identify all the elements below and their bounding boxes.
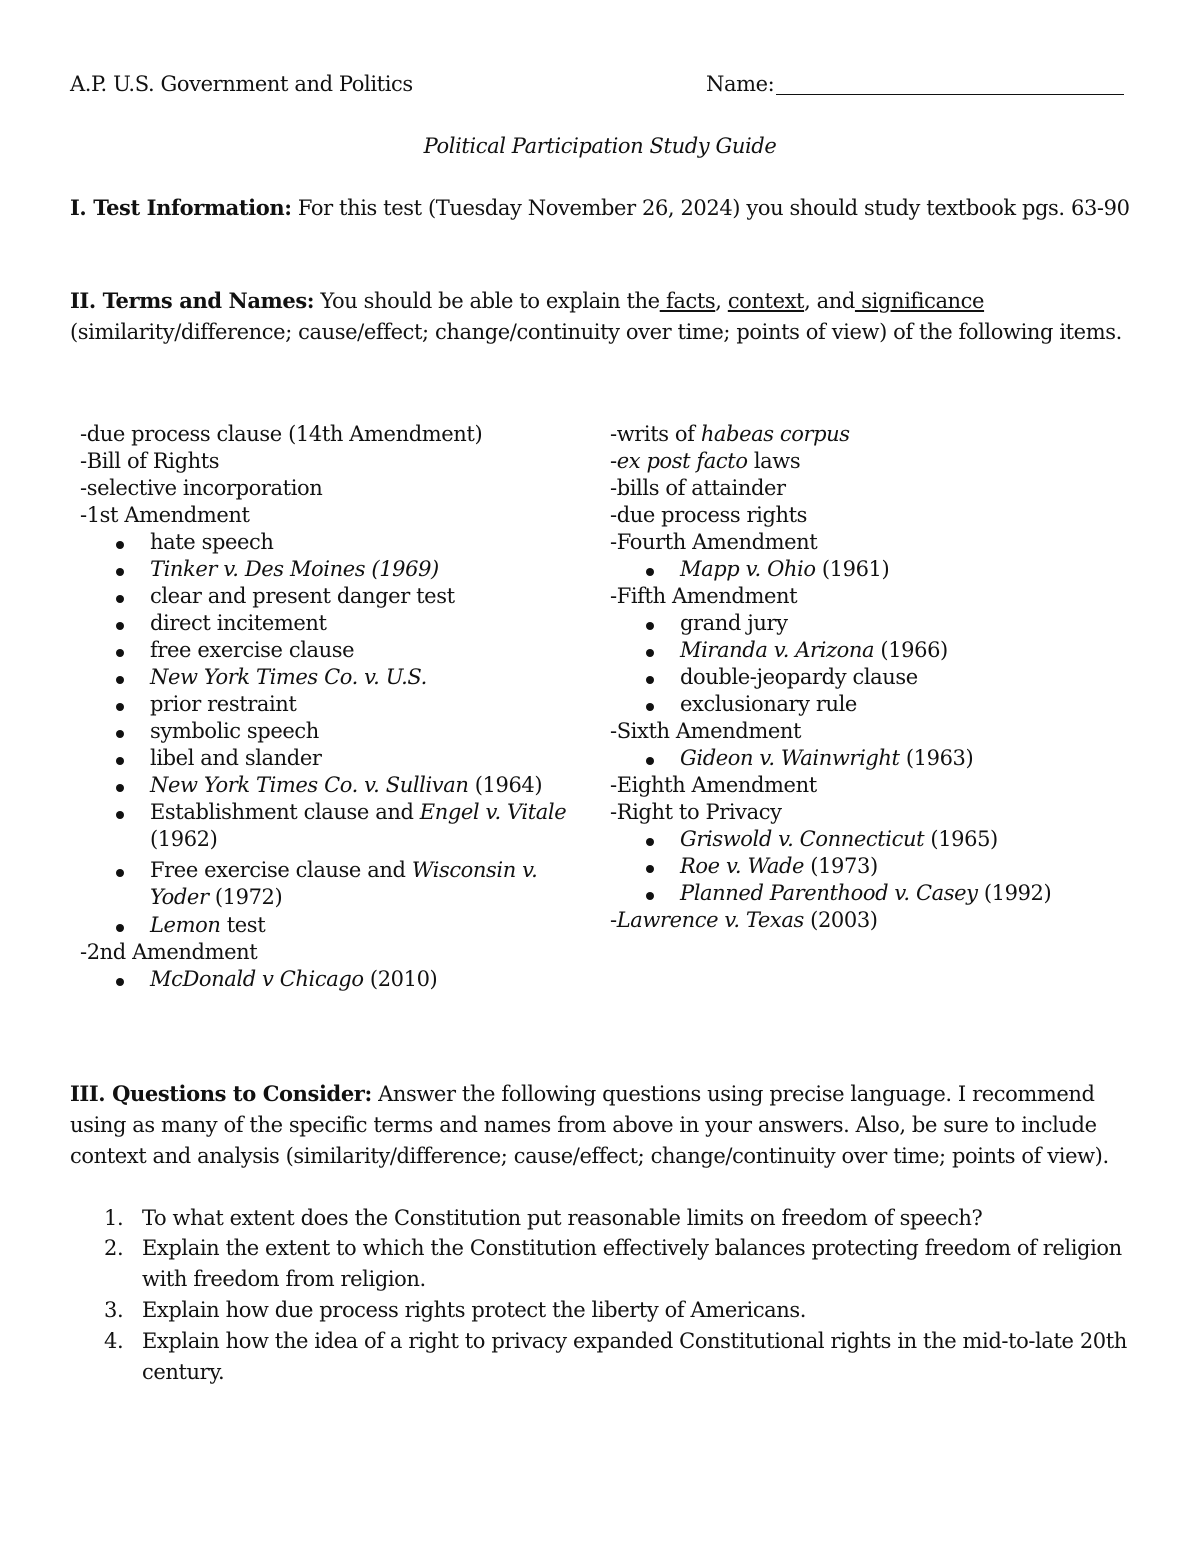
- section-text: (similarity/difference; cause/effect; change/continuity over time; points of view) of the following items.: [70, 320, 1122, 344]
- context-underlined: context: [727, 289, 805, 313]
- list-item: -Fourth Amendment: [610, 530, 818, 554]
- question-number: 1.: [104, 1206, 124, 1230]
- term-italic: habeas corpus: [700, 422, 850, 446]
- bullet-continuation: [80, 884, 566, 911]
- name-label: Name:: [706, 72, 775, 96]
- bullet-icon: [646, 865, 654, 873]
- bullet-item: [80, 556, 566, 583]
- section-text: For this test (Tuesday November 26, 2024) you should study textbook pgs. 63-90: [291, 196, 1130, 220]
- bullet-icon: [116, 869, 124, 877]
- case-name: Planned Parenthood v. Casey: [680, 881, 978, 905]
- case-name: Yoder: [150, 885, 209, 909]
- case-name: Tinker v. Des Moines (1969): [150, 557, 439, 581]
- bullet-icon: [646, 703, 654, 711]
- bullet-icon: [116, 649, 124, 657]
- bullet-item: [80, 664, 566, 691]
- section-text: , and: [804, 289, 855, 313]
- list-item: -selective incorporation: [80, 476, 323, 500]
- bullet-item: [80, 966, 566, 993]
- section-terms-and-names: [70, 285, 1140, 348]
- bullet-item: [80, 799, 566, 826]
- bullet-icon: [116, 622, 124, 630]
- bullet-icon: [116, 924, 124, 932]
- terms-list-right: [610, 421, 1051, 934]
- section-heading: III. Questions to Consider:: [70, 1081, 372, 1106]
- case-name: McDonald v Chicago: [150, 967, 364, 991]
- bullet-text: grand jury: [680, 611, 788, 635]
- list-text: -: [610, 908, 617, 932]
- case-year: (1992): [977, 881, 1052, 905]
- list-item: -Right to Privacy: [610, 800, 782, 824]
- guide-title: Political Participation Study Guide: [423, 134, 777, 158]
- case-name: Mapp v. Ohio: [680, 557, 816, 581]
- bullet-text: free exercise clause: [150, 638, 355, 662]
- bullet-icon: [116, 595, 124, 603]
- case-name: Roe v. Wade: [680, 854, 805, 878]
- course-title: A.P. U.S. Government and Politics: [70, 72, 413, 96]
- section-test-information: [70, 192, 1140, 224]
- list-item: -Sixth Amendment: [610, 719, 802, 743]
- list-item: [610, 448, 1051, 475]
- list-item: -1st Amendment: [80, 503, 250, 527]
- bullet-item: [80, 583, 566, 610]
- bullet-text: direct incitement: [150, 611, 327, 635]
- bullet-continuation: (1962): [150, 827, 218, 851]
- bullet-icon: [116, 784, 124, 792]
- term-italic: ex post facto: [616, 449, 748, 473]
- bullet-item: [80, 529, 566, 556]
- question-text: Explain how the idea of a right to privacy expanded Constitutional rights in the mid-to-late 20th century.: [142, 1329, 1127, 1384]
- case-year: (1964): [468, 773, 543, 797]
- bullet-item: [80, 745, 566, 772]
- list-item: -Fifth Amendment: [610, 584, 798, 608]
- bullet-icon: [116, 811, 124, 819]
- bullet-item: [610, 826, 1051, 853]
- list-item: -due process rights: [610, 503, 808, 527]
- list-text: -writs of: [610, 422, 701, 446]
- bullet-item: [610, 610, 1051, 637]
- bullet-icon: [116, 568, 124, 576]
- list-text: laws: [747, 449, 801, 473]
- bullet-icon: [116, 703, 124, 711]
- bullet-text: hate speech: [150, 530, 274, 554]
- bullet-item: [80, 718, 566, 745]
- terms-list-left: [80, 421, 566, 993]
- bullet-item: [80, 691, 566, 718]
- case-year: (2010): [363, 967, 438, 991]
- bullet-text: test: [220, 913, 266, 937]
- question-text: Explain how due process rights protect the liberty of Americans.: [142, 1298, 807, 1322]
- bullet-icon: [646, 757, 654, 765]
- question-number: 4.: [104, 1329, 124, 1353]
- significance-underlined: significance: [854, 289, 985, 313]
- bullet-text: exclusionary rule: [680, 692, 857, 716]
- bullet-item: [610, 853, 1051, 880]
- case-name: Wisconsin v.: [411, 858, 538, 882]
- bullet-item: [610, 664, 1051, 691]
- case-name: Engel v. Vitale: [419, 800, 567, 824]
- bullet-icon: [646, 838, 654, 846]
- bullet-text: prior restraint: [150, 692, 297, 716]
- bullet-icon: [116, 541, 124, 549]
- case-name: New York Times Co. v. U.S.: [150, 665, 427, 689]
- section-heading: I. Test Information:: [70, 195, 292, 220]
- bullet-item: [610, 880, 1051, 907]
- list-text: -: [610, 449, 617, 473]
- bullet-icon: [646, 568, 654, 576]
- list-item: [610, 421, 1051, 448]
- bullet-icon: [116, 757, 124, 765]
- section-questions: [70, 1078, 1145, 1172]
- bullet-icon: [116, 978, 124, 986]
- name-blank-line: [776, 94, 1124, 95]
- case-year: (1961): [815, 557, 890, 581]
- case-name: Gideon v. Wainwright: [680, 746, 900, 770]
- bullet-item: [80, 637, 566, 664]
- bullet-item: [80, 912, 566, 939]
- bullet-item: [80, 857, 566, 884]
- case-year: (1973): [804, 854, 878, 878]
- case-name: Lawrence v. Texas: [616, 908, 804, 932]
- bullet-item: [610, 691, 1051, 718]
- bullet-icon: [116, 730, 124, 738]
- list-item: -bills of attainder: [610, 476, 786, 500]
- bullet-item: [610, 637, 1051, 664]
- section-text: Answer the following questions using precise language. I recommend using as many of the specific terms and names from above in your answers. Also, be sure to include context and analysis (similarity/difference; cause/effect; change/continuity over time; points of view).: [70, 1082, 1109, 1168]
- case-name: Lemon: [150, 913, 221, 937]
- case-name: Griswold v. Connecticut: [680, 827, 925, 851]
- list-item: -Eighth Amendment: [610, 773, 817, 797]
- bullet-item: [80, 772, 566, 799]
- case-year: (1963): [899, 746, 974, 770]
- bullet-icon: [646, 892, 654, 900]
- case-year: (1965): [924, 827, 998, 851]
- bullet-item: [610, 745, 1051, 772]
- facts-underlined: facts: [659, 289, 716, 313]
- case-year: (2003): [803, 908, 878, 932]
- list-item: [610, 907, 1051, 934]
- bullet-item: [80, 610, 566, 637]
- case-name: Miranda v. Arizona: [680, 638, 875, 662]
- bullet-text: libel and slander: [150, 746, 322, 770]
- section-text: ,: [715, 289, 728, 313]
- case-year: (1966): [874, 638, 948, 662]
- bullet-icon: [116, 676, 124, 684]
- bullet-text: symbolic speech: [150, 719, 319, 743]
- bullet-text: double-jeopardy clause: [680, 665, 918, 689]
- bullet-item: [610, 556, 1051, 583]
- question-text: Explain the extent to which the Constitution effectively balances protecting freedom of religion with freedom from religion.: [142, 1236, 1122, 1291]
- case-name: New York Times Co. v. Sullivan: [150, 773, 469, 797]
- bullet-text: Free exercise clause and: [150, 858, 412, 882]
- question-number: 3.: [104, 1298, 124, 1322]
- question-number: 2.: [104, 1236, 124, 1260]
- case-year: (1972): [208, 885, 283, 909]
- section-heading: II. Terms and Names:: [70, 288, 315, 313]
- list-item: -2nd Amendment: [80, 940, 258, 964]
- list-item: -due process clause (14th Amendment): [80, 422, 483, 446]
- question-text: To what extent does the Constitution put reasonable limits on freedom of speech?: [142, 1206, 983, 1230]
- bullet-icon: [646, 622, 654, 630]
- bullet-text: clear and present danger test: [150, 584, 455, 608]
- list-item: -Bill of Rights: [80, 449, 220, 473]
- bullet-text: Establishment clause and: [150, 800, 420, 824]
- bullet-icon: [646, 676, 654, 684]
- section-text: You should be able to explain the: [314, 289, 660, 313]
- bullet-icon: [646, 649, 654, 657]
